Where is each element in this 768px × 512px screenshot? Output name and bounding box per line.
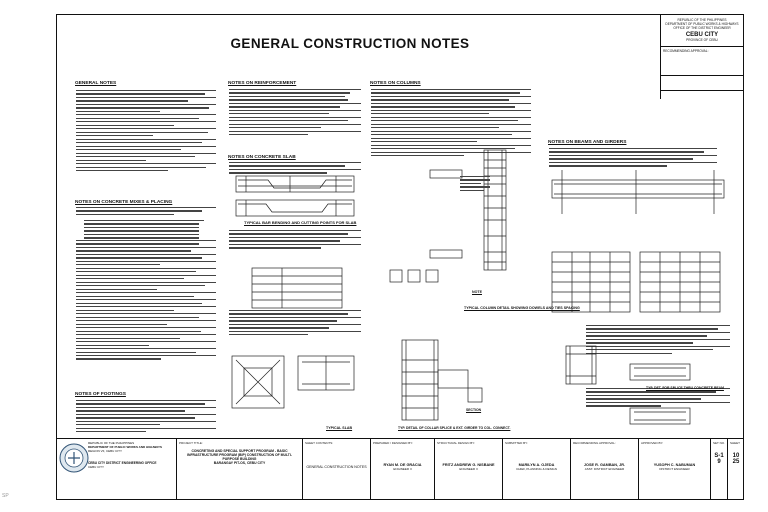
heading-concrete-slab: NOTES ON CONCRETE SLAB bbox=[228, 155, 296, 160]
project-location: BARANGAY PIT-OS, CEBU CITY bbox=[213, 461, 266, 465]
recommending-role: ASST. DISTRICT ENGINEER bbox=[584, 467, 625, 471]
caption-typical-bending: TYPICAL BAR BENDING AND CUTTING POINTS FOR SLAB bbox=[244, 220, 357, 225]
agency-line-3: REGION VII, CEBU CITY bbox=[88, 449, 123, 453]
prepared-role: ENGINEER II bbox=[393, 467, 412, 471]
structural-cell bbox=[434, 439, 502, 499]
structural-name: FRITZ ANDREW G. NISBANE bbox=[442, 463, 495, 467]
recommending-text: RECOMMENDING APPROVAL: bbox=[663, 49, 709, 53]
department-text: DEPARTMENT OF PUBLIC WORKS & HIGHWAYS bbox=[665, 22, 739, 26]
project-title: CONCRETING AND SPECIAL SUPPORT PROGRAM - BASIC INFRASTRUCTURE PROGRAM (BIP) CONSTRUCTION OF MULTI-PURPOSE BUILDING bbox=[187, 449, 292, 461]
submitted-name: MARILYN A. OJEDA bbox=[518, 463, 555, 467]
project-cell bbox=[176, 439, 302, 499]
title-block bbox=[56, 438, 744, 500]
prepared-label: PREPARED / DESIGNED BY: bbox=[373, 441, 413, 445]
caption-note: NOTE bbox=[472, 290, 482, 294]
sheet-content-label: SHEET CONTENTS: bbox=[305, 441, 334, 445]
agency-line-1: REPUBLIC OF THE PHILIPPINES bbox=[88, 441, 135, 445]
sheet-no-cell bbox=[727, 439, 744, 499]
district-office: CEBU CITY DISTRICT ENGINEERING OFFICE bbox=[88, 461, 157, 465]
recommending-cell bbox=[570, 439, 638, 499]
heading-beams-girders: NOTES ON BEAMS AND GIRDERS bbox=[548, 140, 627, 145]
set-no-label: SET NO. bbox=[713, 441, 725, 445]
submitted-label: SUBMITTED BY: bbox=[505, 441, 528, 445]
column-note-text bbox=[460, 176, 490, 193]
submitted-role: CHIEF, PLANNING & DESIGN bbox=[516, 467, 557, 471]
sheet-content-value: GENERAL CONSTRUCTION NOTES bbox=[306, 465, 367, 469]
agency-line-2: DEPARTMENT OF PUBLIC WORKS AND HIGHWAYS bbox=[88, 445, 163, 449]
province-text: PROVINCE OF CEBU bbox=[686, 38, 718, 42]
set-sub: 9 bbox=[717, 459, 721, 465]
caption-collar-splice: TYP. DETAIL OF COLLAR SPLICE & EXT. GIRDER TO COL. CONNECT. bbox=[398, 426, 511, 430]
caption-beam-splice: TYP. DET. FOR SPLICE THRU CONCRETE BEAM bbox=[646, 386, 724, 390]
city-text: CEBU CITY bbox=[685, 32, 719, 38]
sheet-no: 10 bbox=[732, 453, 740, 459]
sheet-content-cell bbox=[302, 439, 370, 499]
heading-concrete-mixes: NOTES ON CONCRETE MIXES & PLACING bbox=[75, 200, 173, 205]
republic-text: REPUBLIC OF THE PHILIPPINES bbox=[677, 18, 727, 22]
approved-role: DISTRICT ENGINEER bbox=[659, 467, 690, 471]
district-office-sub: CEBU CITY bbox=[88, 465, 105, 469]
approved-name: YUSOPH C. NABUMAN bbox=[653, 463, 696, 467]
caption-typical-column: TYPICAL COLUMN DETAIL SHOWING DOWELS AND TIES SPACING bbox=[464, 306, 580, 310]
sheet-title: GENERAL CONSTRUCTION NOTES bbox=[230, 36, 470, 51]
heading-reinforcement: NOTES ON REINFORCEMENT bbox=[228, 81, 297, 86]
prepared-cell bbox=[370, 439, 434, 499]
project-label: PROJECT TITLE: bbox=[179, 441, 203, 445]
recommending-name: JOSE R. GAMBAN, JR. bbox=[583, 463, 626, 467]
structural-role: ENGINEER II bbox=[459, 467, 478, 471]
caption-typical-slab: TYPICAL SLAB bbox=[326, 426, 353, 430]
structural-label: STRUCTURAL DESIGN BY: bbox=[437, 441, 475, 445]
heading-general-notes: GENERAL NOTES bbox=[75, 81, 117, 86]
approved-label: APPROVED BY: bbox=[641, 441, 664, 445]
sheet-no-label: SHEET bbox=[730, 441, 741, 445]
heading-columns: NOTES ON COLUMNS bbox=[370, 81, 421, 86]
caption-section: SECTION bbox=[466, 408, 482, 412]
heading-footings: NOTES OF FOOTINGS bbox=[75, 392, 126, 397]
office-text: OFFICE OF THE DISTRICT ENGINEER bbox=[673, 26, 731, 30]
agency-cell bbox=[56, 439, 176, 499]
set-no: S-1 bbox=[714, 453, 724, 459]
submitted-cell bbox=[502, 439, 570, 499]
recommending-label: RECOMMENDING APPROVAL: bbox=[573, 441, 616, 445]
corner-stamp: SP bbox=[2, 493, 9, 499]
set-no-cell bbox=[710, 439, 727, 499]
approved-cell bbox=[638, 439, 710, 499]
prepared-name: RYAN M. DE GRACIA bbox=[383, 463, 422, 467]
sheet-total: 25 bbox=[732, 459, 740, 465]
